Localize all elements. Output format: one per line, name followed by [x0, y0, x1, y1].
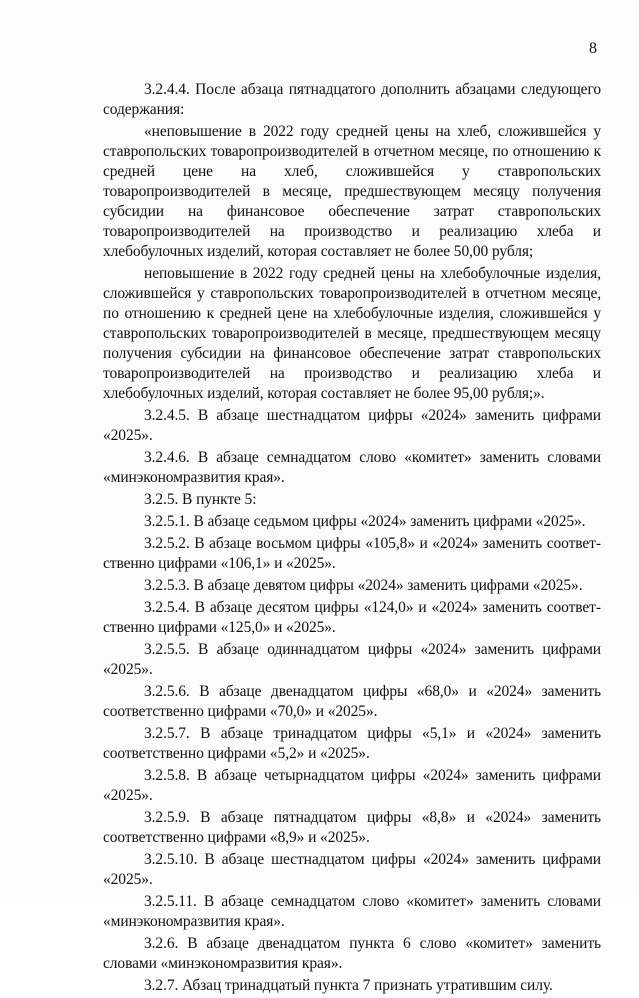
- paragraph-3-2-5-10: 3.2.5.10. В абзаце шестнадцатом цифры «2024» заменить цифрами «2025».: [103, 851, 601, 888]
- paragraph-3-2-5-1: 3.2.5.1. В абзаце седьмом цифры «2024» заменить цифрами «2025».: [144, 513, 586, 530]
- paragraph-3-2-5-8: 3.2.5.8. В абзаце четырнадцатом цифры «2024» заменить цифрами «2025».: [103, 767, 601, 804]
- paragraph-quote-bread: «неповышение в 2022 году средней цены на хлеб, сложившейся у ставропольских товаропроизводителей в отчетном месяце, по отношению к средней цене на хлеб, сложившейся у ставропольских товаропроизводителей в месяце, предшествующем месяцу получения субсидии на финансовое обеспечение затрат ставропольских товаропроизводителей на производство и реализацию хлеба и хлебобулочных изделий, которая составляет не более 50,00 рубля;: [103, 123, 601, 260]
- paragraph-3-2-5-4: 3.2.5.4. В абзаце десятом цифры «124,0» и «2024» заменить соответственно цифрами «125,0» и «2025».: [103, 599, 601, 636]
- page-number: 8: [589, 40, 597, 57]
- paragraph-3-2-6: 3.2.6. В абзаце двенадцатом пункта 6 слово «комитет» заменить словами «минэкономразвития края».: [103, 935, 601, 972]
- paragraph-3-2-5-7: 3.2.5.7. В абзаце тринадцатом цифры «5,1» и «2024» заменить соответственно цифрами «5,2» и «2025».: [103, 725, 601, 762]
- paragraph-3-2-7: 3.2.7. Абзац тринадцатый пункта 7 признать утратившим силу.: [144, 977, 553, 994]
- paragraph-3-2-5-9: 3.2.5.9. В абзаце пятнадцатом цифры «8,8» и «2024» заменить соответственно цифрами «8,9» и «2025».: [103, 809, 601, 846]
- paragraph-3-2-4-4: 3.2.4.4. После абзаца пятнадцатого дополнить абзацами следующего содержания:: [103, 81, 601, 118]
- paragraph-3-2-5-11: 3.2.5.11. В абзаце семнадцатом слово «комитет» заменить словами «минэкономразвития края».: [103, 893, 601, 930]
- paragraph-3-2-5-2: 3.2.5.2. В абзаце восьмом цифры «105,8» и «2024» заменить соответственно цифрами «106,1» и «2025».: [103, 535, 601, 572]
- paragraph-3-2-5-3: 3.2.5.3. В абзаце девятом цифры «2024» заменить цифрами «2025».: [144, 577, 583, 594]
- paragraph-3-2-5: 3.2.5. В пункте 5:: [144, 491, 257, 508]
- paragraph-3-2-4-6: 3.2.4.6. В абзаце семнадцатом слово «комитет» заменить словами «минэкономразвития края».: [103, 449, 601, 486]
- paragraph-3-2-5-5: 3.2.5.5. В абзаце одиннадцатом цифры «2024» заменить цифрами «2025».: [103, 641, 601, 678]
- document-body: [103, 80, 601, 998]
- paragraph-quote-bakery: неповышение в 2022 году средней цены на хлебобулочные изделия, сложившейся у ставропольских товаропроизводителей в отчетном месяце, по отношению к средней цене на хлебобулочные изделия, сложившейся у ставропольских товаропроизводителей в месяце, предшествующем месяцу получения субсидии на финансовое обеспечение затрат ставропольских товаропроизводителей на производство и реализацию хлеба и хлебобулочных изделий, которая составляет не более 95,00 рубля;».: [103, 265, 601, 402]
- paragraph-3-2-5-6: 3.2.5.6. В абзаце двенадцатом цифры «68,0» и «2024» заменить соответственно цифрами «70,0» и «2025».: [103, 683, 601, 720]
- paragraph-3-2-4-5: 3.2.4.5. В абзаце шестнадцатом цифры «2024» заменить цифрами «2025».: [103, 407, 601, 444]
